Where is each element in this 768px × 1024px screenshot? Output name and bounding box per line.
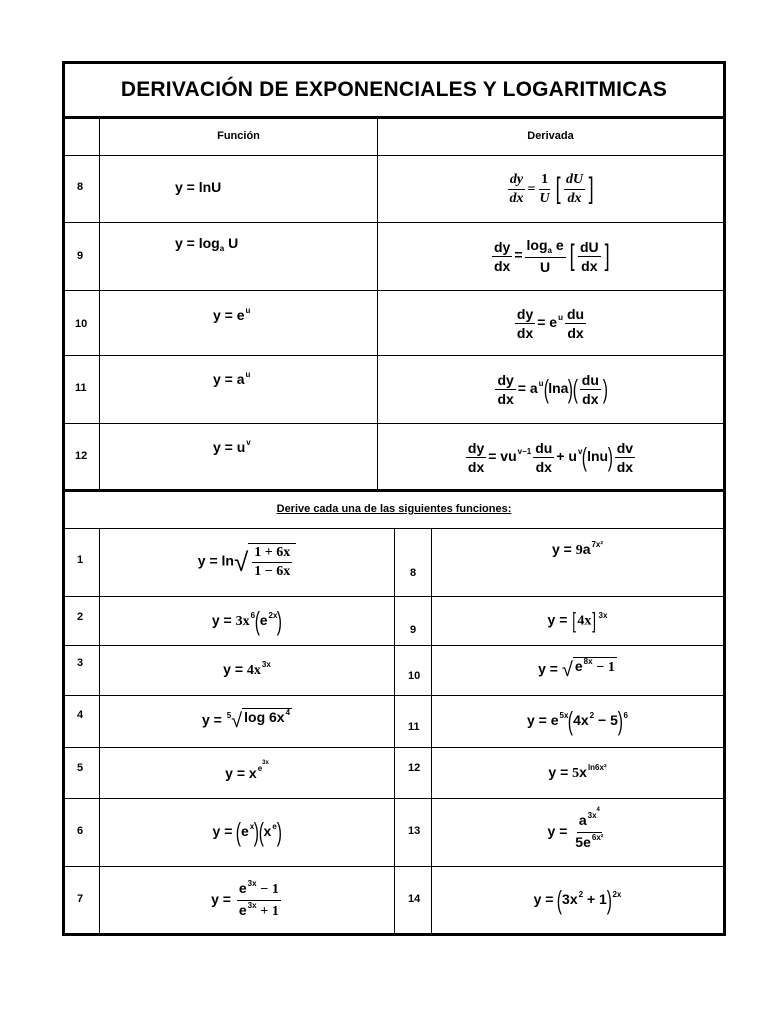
row-divider <box>65 290 723 291</box>
section-divider <box>65 489 723 492</box>
exercise-number: 12 <box>408 762 421 774</box>
exercise-formula: $y = 4x^{3x}$ <box>223 660 271 678</box>
rule-number: 8 <box>77 181 84 193</box>
exercise-formula: $y = 9a^{7x^2}$ <box>551 540 604 558</box>
exercise-number: 14 <box>408 893 421 905</box>
rule-function: y = lnU <box>175 179 222 195</box>
exercise-number: 6 <box>77 825 84 837</box>
rule-function: $y = \log_a U$ <box>175 235 239 253</box>
row-divider <box>65 222 723 223</box>
exercise-number: 9 <box>410 624 417 636</box>
exercise-formula: $y = 3x^6(e^{2x})$ <box>211 605 283 636</box>
rule-derivative: $\frac{dy}{dx}$ = $a^u(\ln a)$( $\frac{du}{dx}$ ) <box>497 371 608 407</box>
exercise-formula: y = [4x] $^{3x}$ <box>547 608 608 633</box>
exercise-formula: $y = 5x^{ln6x^2}$ <box>548 763 607 781</box>
exercise-number: 1 <box>77 554 84 566</box>
exercise-number: 11 <box>408 721 420 733</box>
rule-function: $y = a^u$ <box>213 370 251 387</box>
exercise-number: 8 <box>410 567 417 579</box>
exercise-formula: $y = (e^x)(x^e)$ <box>212 816 282 847</box>
exercise-number: 13 <box>408 825 421 837</box>
exercise-number: 3 <box>77 657 84 669</box>
row-divider <box>65 866 723 867</box>
header-funcion: Función <box>217 130 260 142</box>
exercise-number: 2 <box>77 611 84 623</box>
row-divider <box>65 798 723 799</box>
rule-derivative: $\frac{dy}{dx}$ = $\frac{\log_a e}{U}$ [ $\frac{dU}{dx}$ ] <box>493 237 610 275</box>
row-divider <box>65 155 723 156</box>
exercise-number: 10 <box>408 670 421 682</box>
exercise-formula: y = $\frac{e^{3x} - 1}{e^{3x} + 1}$ <box>211 878 279 919</box>
exercise-number: 4 <box>77 709 84 721</box>
exercise-formula: y = √ $e^{8x} - 1$ <box>538 657 615 681</box>
exercise-formula: $y = x^{e^{3x}}$ <box>225 760 269 781</box>
exercise-formula: $y = e^{5x}(4x^2 - 5)^6$ <box>526 705 628 736</box>
header-derivada: Derivada <box>527 130 574 142</box>
rule-derivative: $\frac{dy}{dx}$ = $\frac{1}{U}$ [ $\frac{dU}{dx}$ ] <box>509 171 594 206</box>
instruction-text: Derive cada una de las siguientes funciones: <box>276 503 512 515</box>
rule-number: 10 <box>75 318 88 330</box>
exercise-number: 5 <box>77 762 84 774</box>
rule-function: $y = u^v$ <box>213 438 251 455</box>
row-divider <box>65 695 723 696</box>
rule-number: 11 <box>75 382 87 394</box>
row-divider <box>65 423 723 424</box>
exercise-formula: y = $^5$ √ $\log 6x^4$ <box>201 708 291 732</box>
formula-sheet <box>62 61 726 936</box>
rule-number: 9 <box>77 250 84 262</box>
row-divider <box>65 747 723 748</box>
row-divider <box>65 355 723 356</box>
page-title: DERIVACIÓN DE EXPONENCIALES Y LOGARITMICAS <box>65 64 723 119</box>
exercise-number: 7 <box>77 893 84 905</box>
row-divider <box>65 596 723 597</box>
row-divider <box>65 645 723 646</box>
column-divider <box>99 117 100 490</box>
rule-derivative: $\frac{dy}{dx}$ = $e^u$ $\frac{du}{dx}$ <box>516 305 585 341</box>
exercise-formula: $y = (3x^2 + 1)^{2x}$ <box>533 884 622 915</box>
column-divider <box>394 528 395 933</box>
exercise-formula: y = $\frac{a^{3x^4}}{5e^{6x^2}}$ <box>547 806 604 850</box>
rule-number: 12 <box>75 450 88 462</box>
exercise-formula: y = ln √ $\frac{1 + 6x}{1 - 6x}$ <box>100 530 394 594</box>
rule-function: $y = e^u$ <box>213 306 251 323</box>
rule-derivative: $\frac{dy}{dx}$ = $vu^{v-1}$ $\frac{du}{dx}$ + $u^v(\ln u)$ $\frac{dv}{dx}$ <box>467 439 634 475</box>
